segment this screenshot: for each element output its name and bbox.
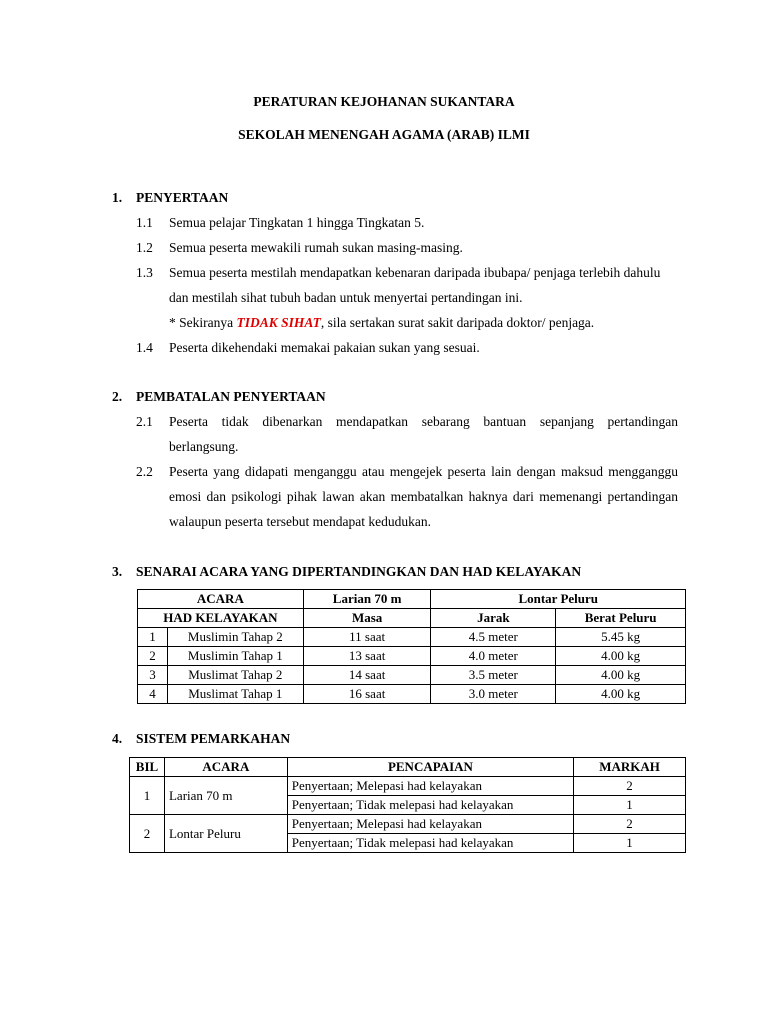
- section-sistem-pemarkahan-heading: 4. SISTEM PEMARKAHAN: [112, 731, 291, 746]
- header-jarak: Jarak: [431, 609, 556, 628]
- rule-2-2: 2.2 Peserta yang didapati menganggu atau mengejek peserta lain dengan maksud mengganggu emosi dan psikologi pihak lawan akan membatalkan haknya dari memenangi pertandingan walaupun peserta tersebut mendapat kedudukan.: [136, 464, 678, 529]
- header-berat: Berat Peluru: [556, 609, 686, 628]
- header-acara: ACARA: [164, 758, 287, 777]
- row-pencapaian: Penyertaan; Tidak melepasi had kelayakan: [287, 834, 573, 853]
- document-title: PERATURAN KEJOHANAN SUKANTARA: [253, 94, 515, 109]
- row-markah: 2: [574, 815, 686, 834]
- section-pembatalan-heading: 2. PEMBATALAN PENYERTAAN: [112, 389, 326, 404]
- row-masa: 11 saat: [303, 628, 431, 647]
- school-name: SEKOLAH MENENGAH AGAMA (ARAB) ILMI: [238, 127, 530, 142]
- row-category: Muslimat Tahap 2: [167, 666, 303, 685]
- row-category: Muslimat Tahap 1: [167, 685, 303, 704]
- row-markah: 2: [574, 777, 686, 796]
- row-category: Muslimin Tahap 2: [167, 628, 303, 647]
- rule-1-1: 1.1 Semua pelajar Tingkatan 1 hingga Tingkatan 5.: [136, 215, 425, 230]
- row-berat: 4.00 kg: [556, 666, 686, 685]
- table-row: [138, 647, 686, 666]
- row-berat: 5.45 kg: [556, 628, 686, 647]
- row-jarak: 3.5 meter: [431, 666, 556, 685]
- section-penyertaan-heading: 1. PENYERTAAN: [112, 190, 229, 205]
- row-jarak: 4.0 meter: [431, 647, 556, 666]
- header-masa: Masa: [303, 609, 431, 628]
- row-number: 3: [138, 666, 168, 685]
- table-row: [130, 777, 686, 796]
- header-acara: ACARA: [138, 590, 304, 609]
- rule-2-1: 2.1 Peserta tidak dibenarkan mendapatkan sebarang bantuan sepanjang pertandingan berlangsung.: [136, 414, 678, 454]
- row-masa: 14 saat: [303, 666, 431, 685]
- scoring-table: [129, 757, 686, 853]
- rule-1-4: 1.4 Peserta dikehendaki memakai pakaian sukan yang sesuai.: [136, 340, 480, 355]
- row-number: 1: [138, 628, 168, 647]
- row-jarak: 3.0 meter: [431, 685, 556, 704]
- rule-1-3-note: * Sekiranya TIDAK SIHAT, sila sertakan surat sakit daripada doktor/ penjaga.: [169, 315, 595, 330]
- row-number: 2: [138, 647, 168, 666]
- table-row: [138, 628, 686, 647]
- row-acara: Lontar Peluru: [164, 815, 287, 853]
- row-pencapaian: Penyertaan; Melepasi had kelayakan: [287, 777, 573, 796]
- header-bil: BIL: [130, 758, 165, 777]
- table-header-row: [138, 590, 686, 609]
- row-berat: 4.00 kg: [556, 685, 686, 704]
- tidak-sihat-highlight: TIDAK SIHAT: [236, 315, 321, 330]
- header-markah: MARKAH: [574, 758, 686, 777]
- row-pencapaian: Penyertaan; Tidak melepasi had kelayakan: [287, 796, 573, 815]
- row-masa: 16 saat: [303, 685, 431, 704]
- row-masa: 13 saat: [303, 647, 431, 666]
- table-row: [130, 815, 686, 834]
- header-pencapaian: PENCAPAIAN: [287, 758, 573, 777]
- row-bil: 1: [130, 777, 165, 815]
- row-number: 4: [138, 685, 168, 704]
- row-markah: 1: [574, 834, 686, 853]
- row-pencapaian: Penyertaan; Melepasi had kelayakan: [287, 815, 573, 834]
- section-senarai-acara-heading: 3. SENARAI ACARA YANG DIPERTANDINGKAN DAN HAD KELAYAKAN: [112, 564, 582, 579]
- table-row: [138, 685, 686, 704]
- table-row: [138, 666, 686, 685]
- row-acara: Larian 70 m: [164, 777, 287, 815]
- header-lontar: Lontar Peluru: [431, 590, 686, 609]
- row-berat: 4.00 kg: [556, 647, 686, 666]
- rule-1-2: 1.2 Semua peserta mewakili rumah sukan masing-masing.: [136, 240, 463, 255]
- header-had-kelayakan: HAD KELAYAKAN: [138, 609, 304, 628]
- row-bil: 2: [130, 815, 165, 853]
- row-jarak: 4.5 meter: [431, 628, 556, 647]
- table-header-row: [138, 609, 686, 628]
- table-header-row: [130, 758, 686, 777]
- header-larian: Larian 70 m: [303, 590, 431, 609]
- rule-1-3: 1.3 Semua peserta mestilah mendapatkan kebenaran daripada ibubapa/ penjaga terlebih dahulu dan mestilah sihat tubuh badan untuk menyertai pertandingan ini.: [136, 265, 661, 305]
- row-markah: 1: [574, 796, 686, 815]
- qualification-table: [137, 589, 686, 704]
- row-category: Muslimin Tahap 1: [167, 647, 303, 666]
